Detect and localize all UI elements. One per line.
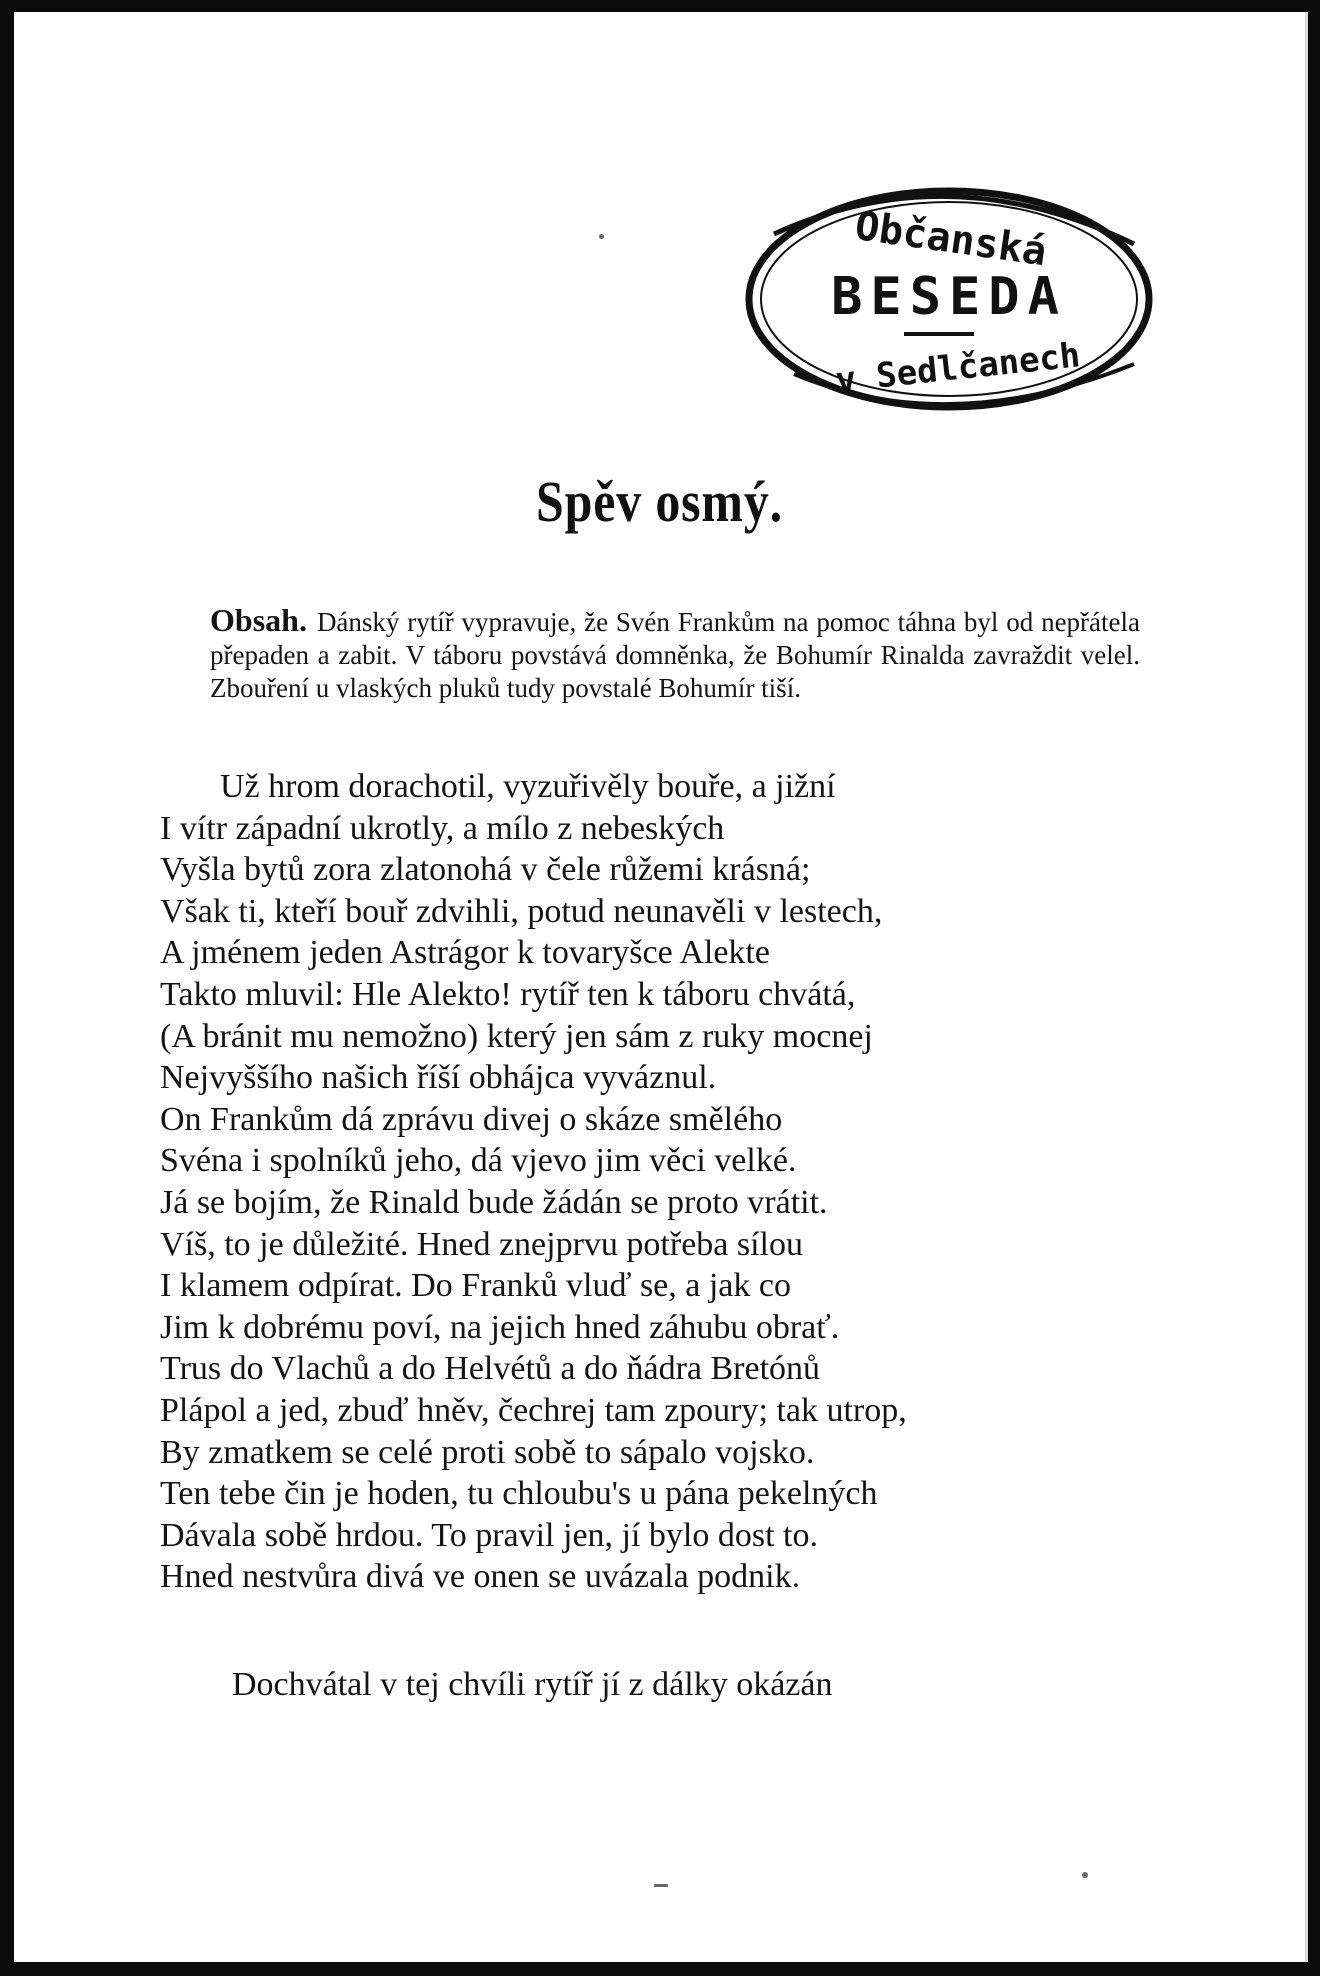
- verse-line: Dávala sobě hrdou. To pravil jen, jí bylo dost to.: [160, 1516, 819, 1554]
- chapter-title: Spěv osmý.: [536, 469, 783, 534]
- verse-line-next-stanza: Dochvátal v tej chvíli rytíř jí z dálky okázán: [232, 1666, 833, 1703]
- library-stamp: [734, 174, 1164, 434]
- print-speck: [599, 234, 604, 239]
- verse-line: Jim k dobrému poví, na jejich hned záhubu obrať.: [160, 1308, 840, 1346]
- verse-line: Plápol a jed, zbuď hněv, čechrej tam zpoury; tak utrop,: [160, 1391, 907, 1429]
- book-page: [14, 12, 1308, 1962]
- verse-line: Nejvyššího našich říší obhájca vyváznul.: [160, 1059, 717, 1097]
- verse-line: Trus do Vlachů a do Helvétů a do ňádra Bretónů: [160, 1350, 821, 1388]
- verse-line: On Frankům dá zprávu divej o skáze smělého: [160, 1100, 783, 1138]
- verse-line: Víš, to je důležité. Hned znejprvu potřeba sílou: [160, 1225, 803, 1263]
- verse-line: Vyšla bytů zora zlatonohá v čele růžemi krásná;: [160, 851, 811, 889]
- stamp-middle-text: BESEDA: [831, 267, 1067, 327]
- print-speck: [654, 1884, 668, 1887]
- verse-line: Už hrom dorachotil, vyzuřivěly bouře, a jižní: [220, 768, 836, 805]
- print-speck: [1082, 1872, 1088, 1878]
- summary-label: Obsah.: [210, 602, 307, 638]
- verse-line: Hned nestvůra divá ve onen se uvázala podnik.: [160, 1558, 801, 1596]
- chapter-summary: [210, 604, 1140, 705]
- verse-line: By zmatkem se celé proti sobě to sápalo vojsko.: [160, 1433, 815, 1471]
- verse-line: Svéna i spolníků jeho, dá vjevo jim věci velké.: [160, 1142, 797, 1180]
- verse-line: Ten tebe čin je hoden, tu chloubu's u pána pekelných: [160, 1475, 878, 1513]
- stamp-bottom-text: v Sedlčanech: [833, 335, 1083, 401]
- verse-line: I klamem odpírat. Do Franků vluď se, a jak co: [160, 1267, 791, 1305]
- verse-block: [160, 766, 1160, 1598]
- verse-line: Však ti, kteří bouř zdvihli, potud neunavěli v lestech,: [160, 892, 883, 930]
- verse-line: (A bránit mu nemožno) který jen sám z ruky mocnej: [160, 1017, 873, 1055]
- verse-line: A jménem jeden Astrágor k tovaryšce Alekte: [160, 934, 770, 972]
- verse-line: Já se bojím, že Rinald bude žádán se proto vrátit.: [160, 1183, 828, 1221]
- verse-line: Takto mluvil: Hle Alekto! rytíř ten k táboru chvátá,: [160, 975, 856, 1013]
- verse-line: I vítr západní ukrotly, a mílo z nebeských: [160, 809, 725, 847]
- summary-text: Dánský rytíř vypravuje, že Svén Frankům na pomoc táhna byl od nepřátela přepaden a zabit. V táboru povstává domněnka, že Bohumír Rinalda zavraždit velel. Zbouření u vlaských pluků tudy povstalé Bohumír tiší.: [210, 607, 1140, 703]
- stamp-top-text: Občanská: [852, 202, 1050, 276]
